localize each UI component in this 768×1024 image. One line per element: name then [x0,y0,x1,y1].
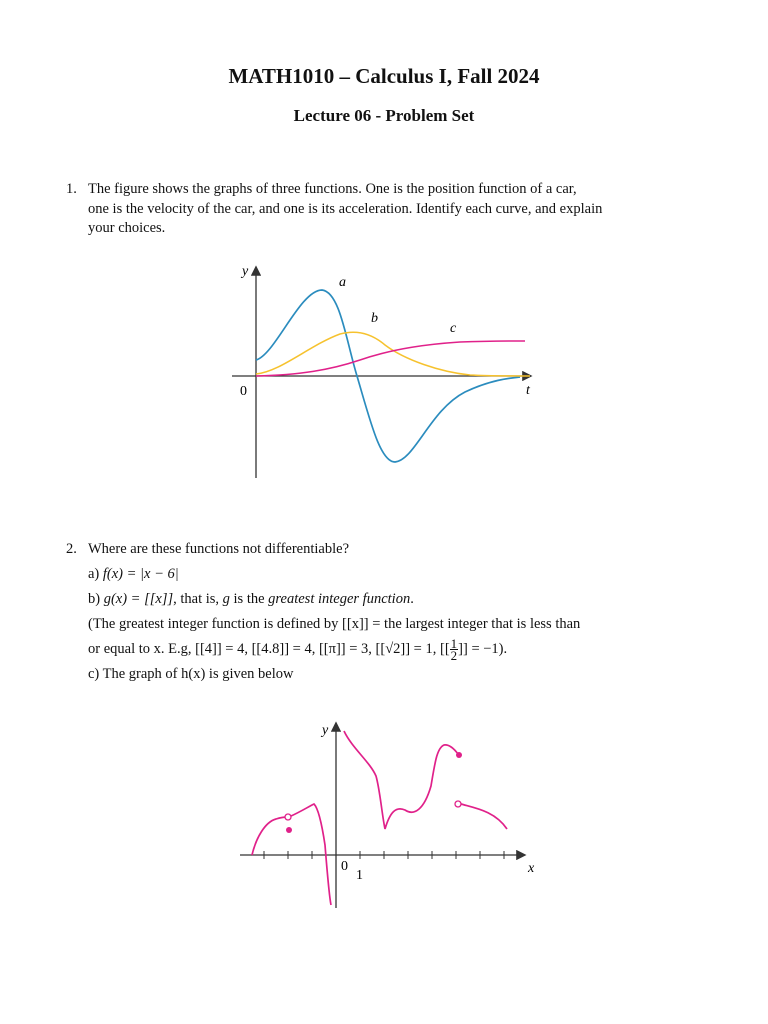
part-b-definition-line-1: (The greatest integer function is defined by [[x]] = the largest integer that is less than [88,616,581,632]
origin-label: 0 [341,859,348,874]
part-b-g: g [222,591,230,607]
part-b-label: b) [88,591,104,607]
problem-2-part-b [88,587,678,612]
curve-a-label: a [339,275,346,290]
part-b-definition-end: ]] = −1). [458,641,508,657]
open-point-1 [285,814,291,820]
problem-1-text-line-3: your choices. [88,220,166,236]
part-b-function: g(x) = [[x]] [103,591,174,607]
fraction-denominator: 2 [450,648,458,664]
filled-point-1 [286,827,292,833]
document-title: MATH1010 – Calculus I, Fall 2024 [228,64,540,88]
x-axis-label: x [528,861,535,876]
part-b-definition-line-2 [88,637,678,662]
part-b-mid: , that is, [173,591,223,607]
part-a-label: a) [88,566,103,582]
problem-2-part-a [88,562,678,587]
h-curve-piece-4 [461,804,507,829]
curve-b [256,332,530,376]
h-curve-piece-1 [252,817,288,855]
tick-one-label: 1 [356,868,363,883]
problem-2-intro: Where are these functions not differentiable? [88,541,350,557]
y-axis-label: y [322,723,329,738]
curve-b-label: b [371,311,378,326]
problem-1-number: 1. [66,181,77,197]
document-subtitle: Lecture 06 - Problem Set [293,106,475,125]
problem-2 [66,537,678,687]
filled-point-2 [456,752,462,758]
part-b-definition-examples: or equal to x. E.g, [[4]] = 4, [[4.8]] = 4, [[π]] = 3, [[√2]] = 1, [[ [88,641,450,657]
problem-1 [66,180,678,239]
curve-c [256,341,525,376]
h-curve-piece-3 [344,731,458,829]
part-b-end: . [410,591,414,607]
problem-1-text-line-2: one is the velocity of the car, and one is its acceleration. Identify each curve, and explain [88,200,603,217]
t-axis-label: t [526,383,530,398]
open-point-2 [455,801,461,807]
curve-c-label: c [450,321,457,336]
part-a-function: f(x) = |x − 6| [102,566,179,582]
problem-2-number: 2. [66,541,77,557]
h-graph-figure [0,712,768,922]
motion-graph-figure [0,256,768,496]
part-b-is-the: is the [229,591,269,607]
problem-1-text-line-1: The figure shows the graphs of three functions. One is the position function of a car, [88,181,577,197]
part-b-term: greatest integer function [268,591,411,607]
problem-2-part-c: c) The graph of h(x) is given below [88,666,294,682]
fraction-one-half [450,636,459,664]
origin-label: 0 [240,384,247,399]
y-axis-label: y [242,264,249,279]
fraction-numerator: 1 [450,636,458,652]
